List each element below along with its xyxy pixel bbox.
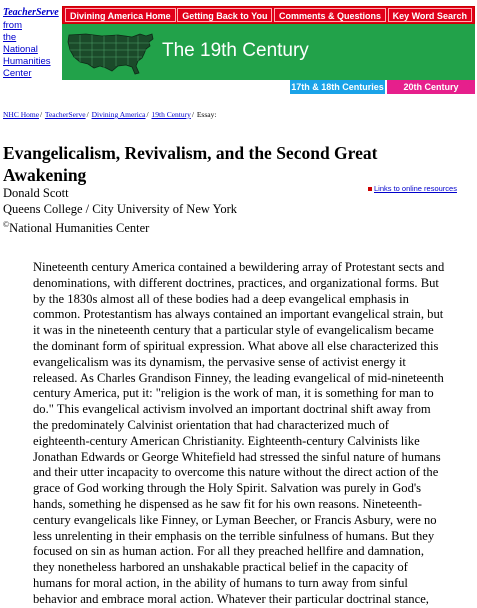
author-name: Donald Scott bbox=[3, 186, 69, 200]
copyright-line bbox=[3, 217, 237, 236]
author-block bbox=[3, 185, 237, 236]
copyright-holder: National Humanities Center bbox=[9, 221, 150, 236]
tab-20th-century[interactable]: 20th Century bbox=[387, 80, 475, 94]
essay-paragraph: Nineteenth century America contained a bewildering array of Protestant sects and denominations, with different doctrines, practices, and organizational forms. But by the 1830s almost all of these bodies had a deep evangelical emphasis in common. Protestantism has always contained an important evangelical strain, but it was in the nineteenth century that a particular style of evangelicalism became the dominant form of spiritual expression. What above all else characterized this evangelicalism was its dynamism, the pervasive sense of activist energy it released. As Charles Grandison Finney, the leading evangelical of mid-nineteenth century America, put it: "religion is the work of man, it is something for man to do." This evangelical activism involved an important doctrinal shift away from the predominately Calvinist orientation that had characterized much of eighteenth-century American Christianity. Eighteenth-century Calvinists like Jonathan Edwards or George Whitefield had stressed the sinful nature of humans and their utter incapacity to overcome this nature without the direct action of the grace of God working through the Holy Spirit. Salvation was purely in God's hands, something he dispensed as he saw fit for his own reasons. Nineteenth-century evangelicals like Finney, or Lyman Beecher, or Francis Asbury, were no less unrelenting in their emphasis on the terrible sinfulness of humans. But they focused on sin as human action. For all they preached hellfire and damnation, they nonetheless harbored an unshakable practical belief in the capacity of humans for moral action, in the ability of humans to turn away from sinful behavior and embrace moral action. Whatever their particular doctrinal stance, bbox=[33, 260, 445, 606]
top-navigation bbox=[62, 6, 475, 24]
breadcrumb-19th-century[interactable]: 19th Century bbox=[151, 110, 191, 119]
red-bullet-icon bbox=[368, 187, 372, 191]
us-map-icon bbox=[66, 30, 156, 76]
banner-title: The 19th Century bbox=[162, 40, 309, 61]
nav-comments-questions[interactable]: Comments & Questions bbox=[274, 8, 386, 22]
nav-getting-back-to-you[interactable]: Getting Back to You bbox=[177, 8, 272, 22]
nav-key-word-search[interactable]: Key Word Search bbox=[388, 8, 472, 22]
breadcrumb-essay: Essay: bbox=[196, 110, 217, 119]
breadcrumb: NHC Home/ TeacherServe/ Divining America/ 19th Century/ Essay: bbox=[3, 110, 217, 119]
links-to-online-resources[interactable]: Links to online resources bbox=[374, 184, 457, 193]
breadcrumb-nhc-home[interactable]: NHC Home bbox=[3, 110, 40, 119]
breadcrumb-divining-america[interactable]: Divining America bbox=[91, 110, 146, 119]
brand-line-humanities[interactable]: Humanities bbox=[3, 56, 51, 67]
copyright-symbol: © bbox=[3, 220, 10, 229]
brand-line-from[interactable]: from bbox=[3, 20, 22, 31]
tab-17th-18th-centuries[interactable]: 17th & 18th Centuries bbox=[291, 82, 384, 92]
breadcrumb-teacherserve[interactable]: TeacherServe bbox=[44, 110, 86, 119]
brand-line-the[interactable]: the bbox=[3, 32, 17, 43]
page-title: Evangelicalism, Revivalism, and the Second Great Awakening bbox=[3, 143, 378, 185]
teacherserve-logo[interactable] bbox=[3, 7, 61, 80]
online-resources bbox=[368, 184, 457, 193]
brand-line-center[interactable]: Center bbox=[3, 68, 32, 79]
brand-line-national[interactable]: National bbox=[3, 44, 38, 55]
nav-divining-america-home[interactable]: Divining America Home bbox=[65, 8, 176, 22]
author-affiliation: Queens College / City University of New York bbox=[3, 202, 238, 216]
section-banner bbox=[62, 24, 475, 80]
logo-text[interactable]: TeacherServe bbox=[3, 7, 59, 18]
